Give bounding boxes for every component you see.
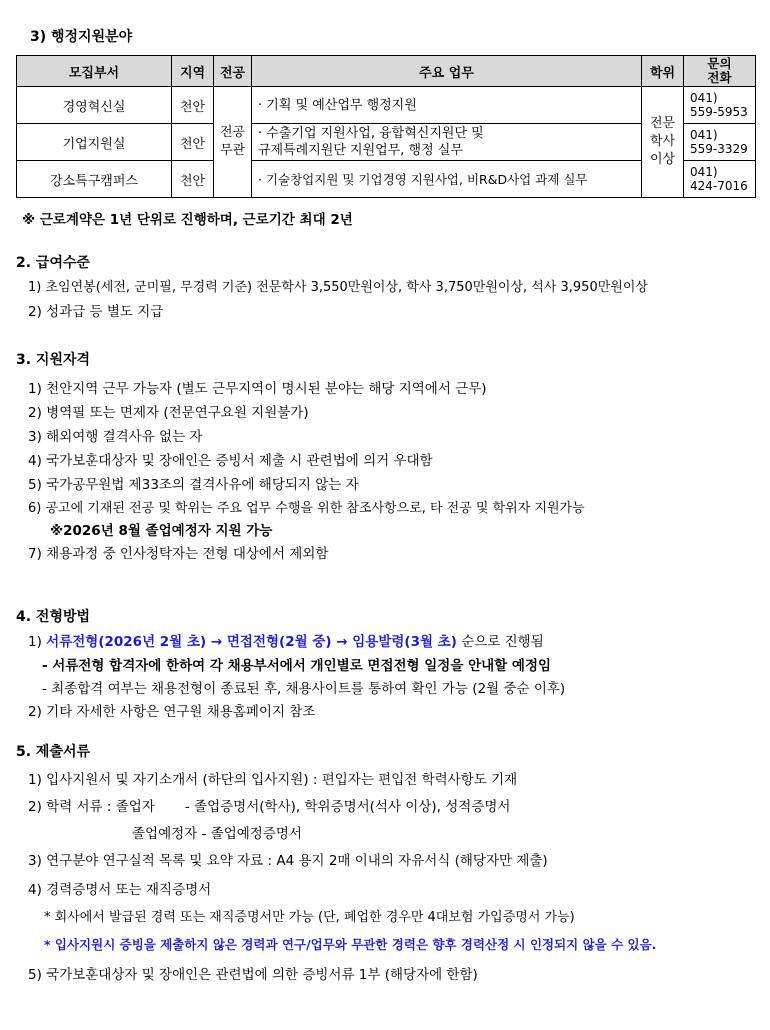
qualification-item: 2) 병역필 또는 면제자 (전문연구요원 지원불가)	[28, 405, 309, 421]
region-cell: 천안	[172, 161, 214, 198]
salary-title: 2. 급여수준	[16, 255, 91, 271]
header-degree: 학위	[642, 56, 684, 87]
phone-cell: 041) 559-5953	[684, 87, 756, 124]
qualification-item: 7) 채용과정 중 인사청탁자는 전형 대상에서 제외함	[28, 546, 329, 562]
header-phone: 문의 전화	[684, 56, 756, 87]
salary-item: 1) 초임연봉(세전, 군미필, 무경력 기준) 전문학사 3,550만원이상, 학사 3,750만원이상, 석사 3,950만원이상	[28, 280, 648, 295]
documents-note-2: * 입사지원시 증빙을 제출하지 않은 경력과 연구/업무와 무관한 경력은 향후 경력산정 시 인정되지 않을 수 있음.	[44, 937, 657, 952]
qualification-item: 1) 천안지역 근무 가능자 (별도 근무지역이 명시된 분야는 해당 지역에서 근무)	[28, 381, 487, 397]
process-title: 4. 전형방법	[16, 609, 91, 625]
qualification-item: 4) 국가보훈대상자 및 장애인은 증빙서 제출 시 관련법에 의거 우대함	[28, 453, 433, 469]
duty-cell: · 수출기업 지원사업, 융합혁신지원단 및 규제특례지원단 지원업무, 행정 실무	[252, 124, 642, 161]
phone-cell: 041) 424-7016	[684, 161, 756, 198]
documents-item-5: 5) 국가보훈대상자 및 장애인은 관련법에 의한 증빙서류 1부 (해당자에 한함)	[28, 967, 478, 983]
process-item-1-suffix: 순으로 진행됨	[456, 634, 544, 650]
major-cell: 전공 무관	[214, 87, 252, 198]
degree-cell: 전문 학사 이상	[642, 87, 684, 198]
documents-item-3: 3) 연구분야 연구실적 목록 및 요약 자료 : A4 용지 2매 이내의 자유서식 (해당자만 제출)	[28, 853, 548, 869]
region-cell: 천안	[172, 87, 214, 124]
admin-section-title: 3) 행정지원분야	[30, 29, 133, 45]
header-region: 지역	[172, 56, 214, 87]
process-sub-1: - 서류전형 합격자에 한하여 각 채용부서에서 개인별로 면접전형 일정을 안내할 예정임	[42, 658, 552, 674]
table-header-row	[17, 56, 756, 87]
dept-cell: 강소특구캠퍼스	[17, 161, 172, 198]
process-item-2: 2) 기타 자세한 사항은 연구원 채용홈페이지 참조	[28, 704, 316, 720]
header-duty: 주요 업무	[252, 56, 642, 87]
header-major: 전공	[214, 56, 252, 87]
documents-title: 5. 제출서류	[16, 744, 91, 760]
contract-note: ※ 근로계약은 1년 단위로 진행하며, 근로기간 최대 2년	[22, 212, 353, 228]
phone-cell: 041) 559-3329	[684, 124, 756, 161]
header-dept: 모집부서	[17, 56, 172, 87]
dept-cell: 경영혁신실	[17, 87, 172, 124]
qualification-item: 6) 공고에 기재된 전공 및 학위는 주요 업무 수행을 위한 참조사항으로, 타 전공 및 학위자 지원가능	[28, 501, 585, 516]
recruit-table	[16, 55, 756, 198]
qualification-item: 3) 해외여행 결격사유 없는 자	[28, 429, 203, 445]
documents-note-1: * 회사에서 발급된 경력 또는 재직증명서만 가능 (단, 폐업한 경우만 4대보험 가입증명서 가능)	[44, 910, 575, 925]
process-item-1-prefix: 1)	[28, 634, 47, 650]
dept-cell: 기업지원실	[17, 124, 172, 161]
documents-item-1: 1) 입사지원서 및 자기소개서 (하단의 입사지원) : 편입자는 편입전 학력사항도 기재	[28, 772, 518, 788]
region-cell: 천안	[172, 124, 214, 161]
process-steps: 서류전형(2026년 2월 초) → 면접전형(2월 중) → 임용발령(3월 초)	[46, 634, 457, 650]
duty-cell: · 기술창업지원 및 기업경영 지원사업, 비R&D사업 과제 실무	[252, 161, 642, 198]
process-sub-2: - 최종합격 여부는 채용전형이 종료된 후, 채용사이트를 통하여 확인 가능 (2월 중순 이후)	[42, 681, 566, 697]
qualification-item: 5) 국가공무원법 제33조의 결격사유에 해당되지 않는 자	[28, 477, 359, 493]
table-row	[17, 87, 756, 124]
documents-item-2b: 졸업예정자 - 졸업예정증명서	[132, 826, 302, 842]
graduate-note: ※2026년 8월 졸업예정자 지원 가능	[50, 523, 273, 539]
process-item-1	[28, 630, 544, 650]
salary-item: 2) 성과급 등 별도 지급	[28, 304, 164, 320]
documents-item-2a: 2) 학력 서류 : 졸업자 - 졸업증명서(학사), 학위증명서(석사 이상), 성적증명서	[28, 799, 511, 815]
duty-cell: · 기획 및 예산업무 행정지원	[252, 87, 642, 124]
qualification-title: 3. 지원자격	[16, 352, 91, 368]
documents-item-4: 4) 경력증명서 또는 재직증명서	[28, 882, 212, 898]
